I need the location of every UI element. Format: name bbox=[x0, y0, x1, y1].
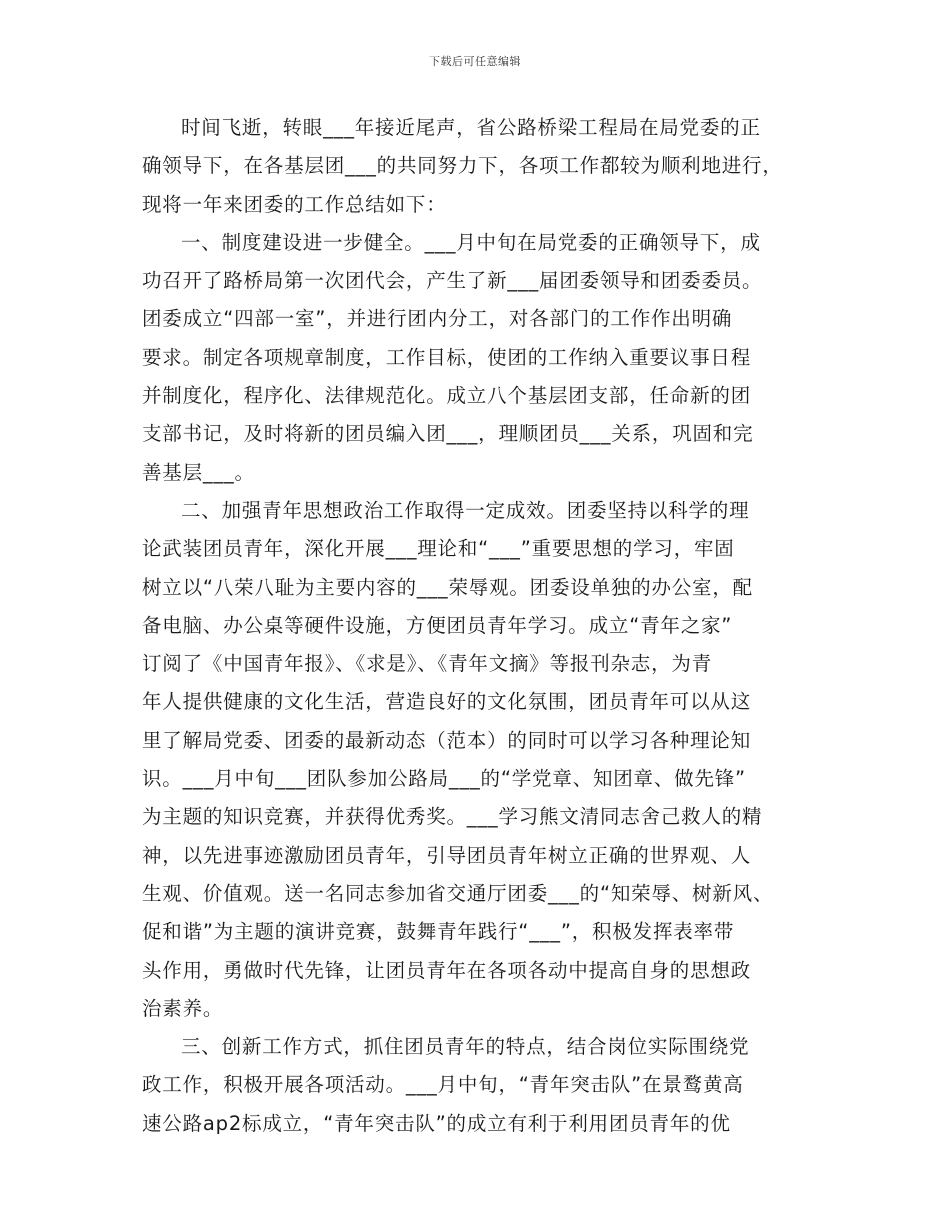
document-body bbox=[142, 109, 810, 1143]
text-line: 功召开了路桥局第一次团代会，产生了新___届团委领导和团委委员。 bbox=[142, 269, 763, 293]
text-line: 并制度化，程序化、法律规范化。成立八个基层团支部，任命新的团 bbox=[142, 384, 752, 408]
text-line: 二、加强青年思想政治工作取得一定成效。团委坚持以科学的理 bbox=[181, 498, 750, 522]
header-note: 下载后可任意编辑 bbox=[429, 55, 521, 68]
paragraph-section-1 bbox=[142, 224, 810, 492]
text-line: 确领导下，在各基层团___的共同努力下，各项工作都较为顺利地进行， bbox=[142, 154, 783, 178]
text-line: 里了解局党委、团委的最新动态（范本）的同时可以学习各种理论知 bbox=[142, 728, 752, 752]
paragraph-section-3 bbox=[142, 1028, 810, 1143]
text-line: 善基层___。 bbox=[142, 460, 255, 484]
text-line: 三、创新工作方式，抓住团员青年的特点，结合岗位实际围绕党 bbox=[181, 1035, 750, 1059]
text-line: 促和谐”为主题的演讲竞赛，鼓舞青年践行“___”，积极发挥表率带 bbox=[142, 920, 735, 944]
text-line: 现将一年来团委的工作总结如下： bbox=[142, 192, 447, 216]
text-line: 政工作，积极开展各项活动。___月中旬，“青年突击队”在景鹜黄高 bbox=[142, 1073, 744, 1097]
paragraph-section-2 bbox=[142, 492, 810, 1028]
text-line: 支部书记，及时将新的团员编入团___，理顺团员___关系，巩固和完 bbox=[142, 422, 754, 446]
text-line: 速公路ap2标成立，“青年突击队”的成立有利于利用团员青年的优 bbox=[142, 1111, 731, 1135]
text-line: 要求。制定各项规章制度，工作目标，使团的工作纳入重要议事日程 bbox=[142, 345, 752, 369]
text-line: 论武装团员青年，深化开展___理论和“___”重要思想的学习，牢固 bbox=[142, 537, 735, 561]
text-line: 为主题的知识竞赛，并获得优秀奖。___学习熊文清同志舍己救人的精 bbox=[142, 805, 763, 829]
text-line: 头作用，勇做时代先锋，让团员青年在各项各动中提高自身的思想政 bbox=[142, 958, 752, 982]
text-line: 备电脑、办公桌等硬件设施，方便团员青年学习。成立“青年之家” bbox=[142, 613, 733, 637]
text-line: 神，以先进事迹激励团员青年，引导团员青年树立正确的世界观、人 bbox=[142, 843, 752, 867]
text-line: 订阅了《中国青年报》、《求是》、《青年文摘》等报刊杂志，为青 bbox=[142, 652, 713, 676]
text-line: 树立以“八荣八耻为主要内容的___荣辱观。团委设单独的办公室，配 bbox=[142, 575, 753, 599]
text-line: 治素养。 bbox=[142, 996, 224, 1020]
paragraph-intro bbox=[142, 109, 810, 224]
text-line: 团委成立“四部一室”，并进行团内分工，对各部门的工作作出明确 bbox=[142, 307, 733, 331]
text-line: 识。___月中旬___团队参加公路局___的“学党章、知团章、做先锋” bbox=[142, 767, 746, 791]
text-line: 年人提供健康的文化生活，营造良好的文化氛围，团员青年可以从这 bbox=[142, 690, 752, 714]
text-line: 时间飞逝，转眼___年接近尾声，省公路桥梁工程局在局党委的正 bbox=[181, 116, 761, 139]
text-line: 一、制度建设进一步健全。___月中旬在局党委的正确领导下，成 bbox=[181, 230, 761, 254]
text-line: 生观、价值观。送一名同志参加省交通厅团委___的“知荣辱、树新风、 bbox=[142, 881, 774, 905]
